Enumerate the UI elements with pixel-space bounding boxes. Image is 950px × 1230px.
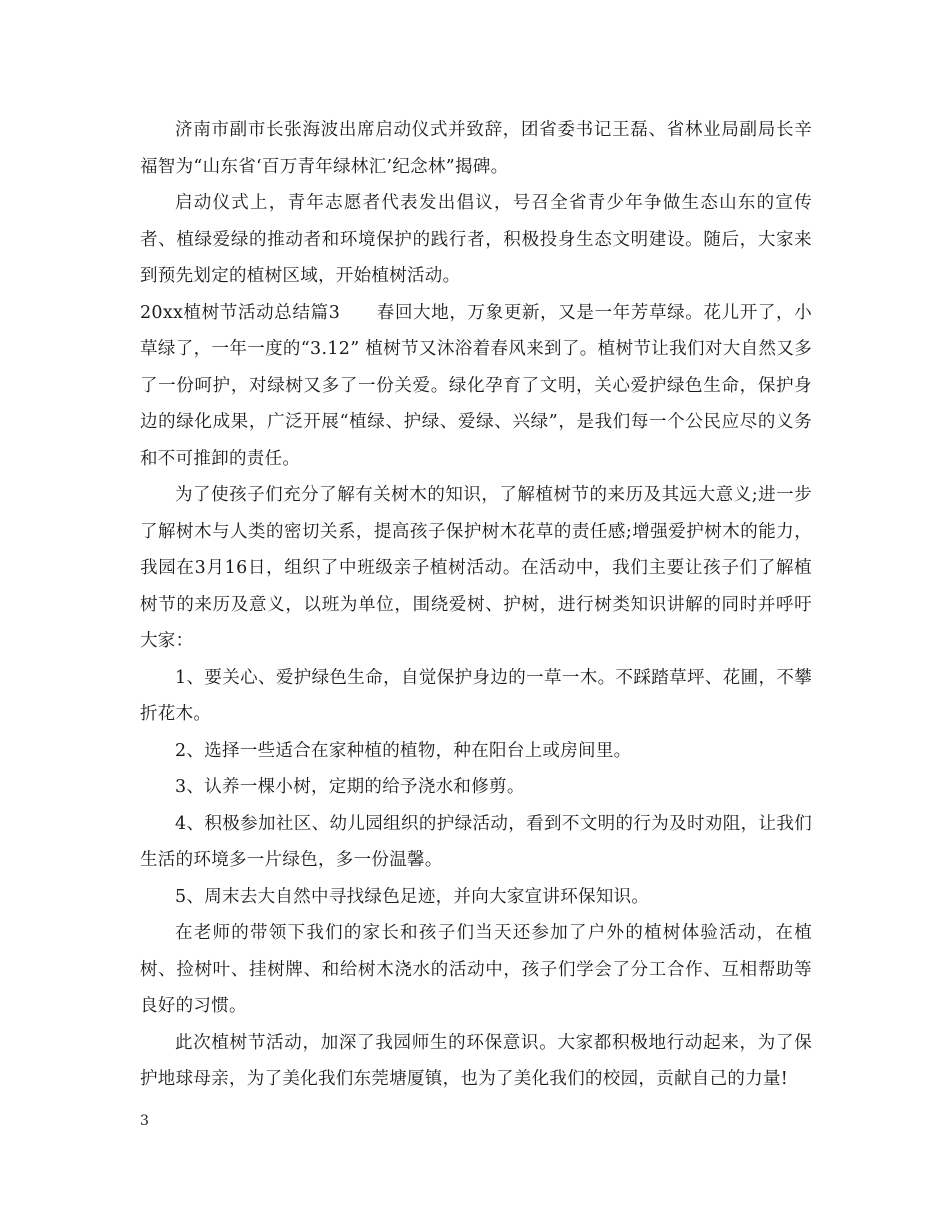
list-item-3: 3、认养一棵小树，定期的给予浇水和修剪。 <box>175 777 525 797</box>
list-item-2: 2、选择一些适合在家种植的植物，种在阳台上或房间里。 <box>175 740 632 761</box>
paragraph-outdoor-activity: 在老师的带领下我们的家长和孩子们当天还参加了户外的植树体验活动，在植树、捡树叶、挂树牌、和给树木浇水的活动中，孩子们学会了分工合作、互相帮助等良好的习惯。 <box>140 923 812 1016</box>
paragraph-activity-purpose: 为了使孩子们充分了解有关树木的知识，了解植树节的来历及其远大意义;进一步了解树木与人类的密切关系，提高孩子保护树木花草的责任感;增强爱护树木的能力，我园在3月16日，组织了中班级亲子植树活动。在活动中，我们主要让孩子们了解植树节的来历及意义，以班为单位，围绕爱树、护树，进行树类知识讲解的同时并呼吁大家： <box>140 485 812 651</box>
paragraph-ceremony-speech: 济南市副市长张海波出席启动仪式并致辞，团省委书记王磊、省林业局副局长辛福智为“山东省‘百万青年绿林汇’纪念林”揭碑。 <box>140 120 812 177</box>
paragraph-conclusion: 此次植树节活动，加深了我园师生的环保意识。大家都积极地行动起来，为了保护地球母亲，为了美化我们东莞塘厦镇，也为了美化我们的校园，贡献自己的力量! <box>140 1032 812 1089</box>
list-item-1: 1、要关心、爱护绿色生命，自觉保护身边的一草一木。不踩踏草坪、花圃，不攀折花木。 <box>140 667 812 724</box>
paragraph-summary-part-3: 20xx植树节活动总结篇3 春回大地，万象更新，又是一年芳草绿。花儿开了，小草绿了，一年一度的“3.12” 植树节又沐浴着春风来到了。植树节让我们对大自然又多了一份呵护，对绿树又多了一份关爱。绿化孕育了文明，关心爱护绿色生命，保护身边的绿化成果，广泛开展“植绿、护绿、爱绿、兴绿”，是我们每一个公民应尽的义务和不可推卸的责任。 <box>140 302 812 469</box>
paragraph-ceremony-proposal: 启动仪式上，青年志愿者代表发出倡议，号召全省青少年争做生态山东的宣传者、植绿爱绿的推动者和环境保护的践行者，积极投身生态文明建设。随后，大家来到预先划定的植树区域，开始植树活动。 <box>140 193 812 286</box>
document-body <box>140 112 812 1098</box>
page-number: 3 <box>140 1113 149 1129</box>
list-item-5: 5、周末去大自然中寻找绿色足迹，并向大家宣讲环保知识。 <box>175 886 650 907</box>
list-item-4: 4、积极参加社区、幼儿园组织的护绿活动，看到不文明的行为及时劝阻，让我们生活的环境多一片绿色，多一份温馨。 <box>140 813 812 870</box>
